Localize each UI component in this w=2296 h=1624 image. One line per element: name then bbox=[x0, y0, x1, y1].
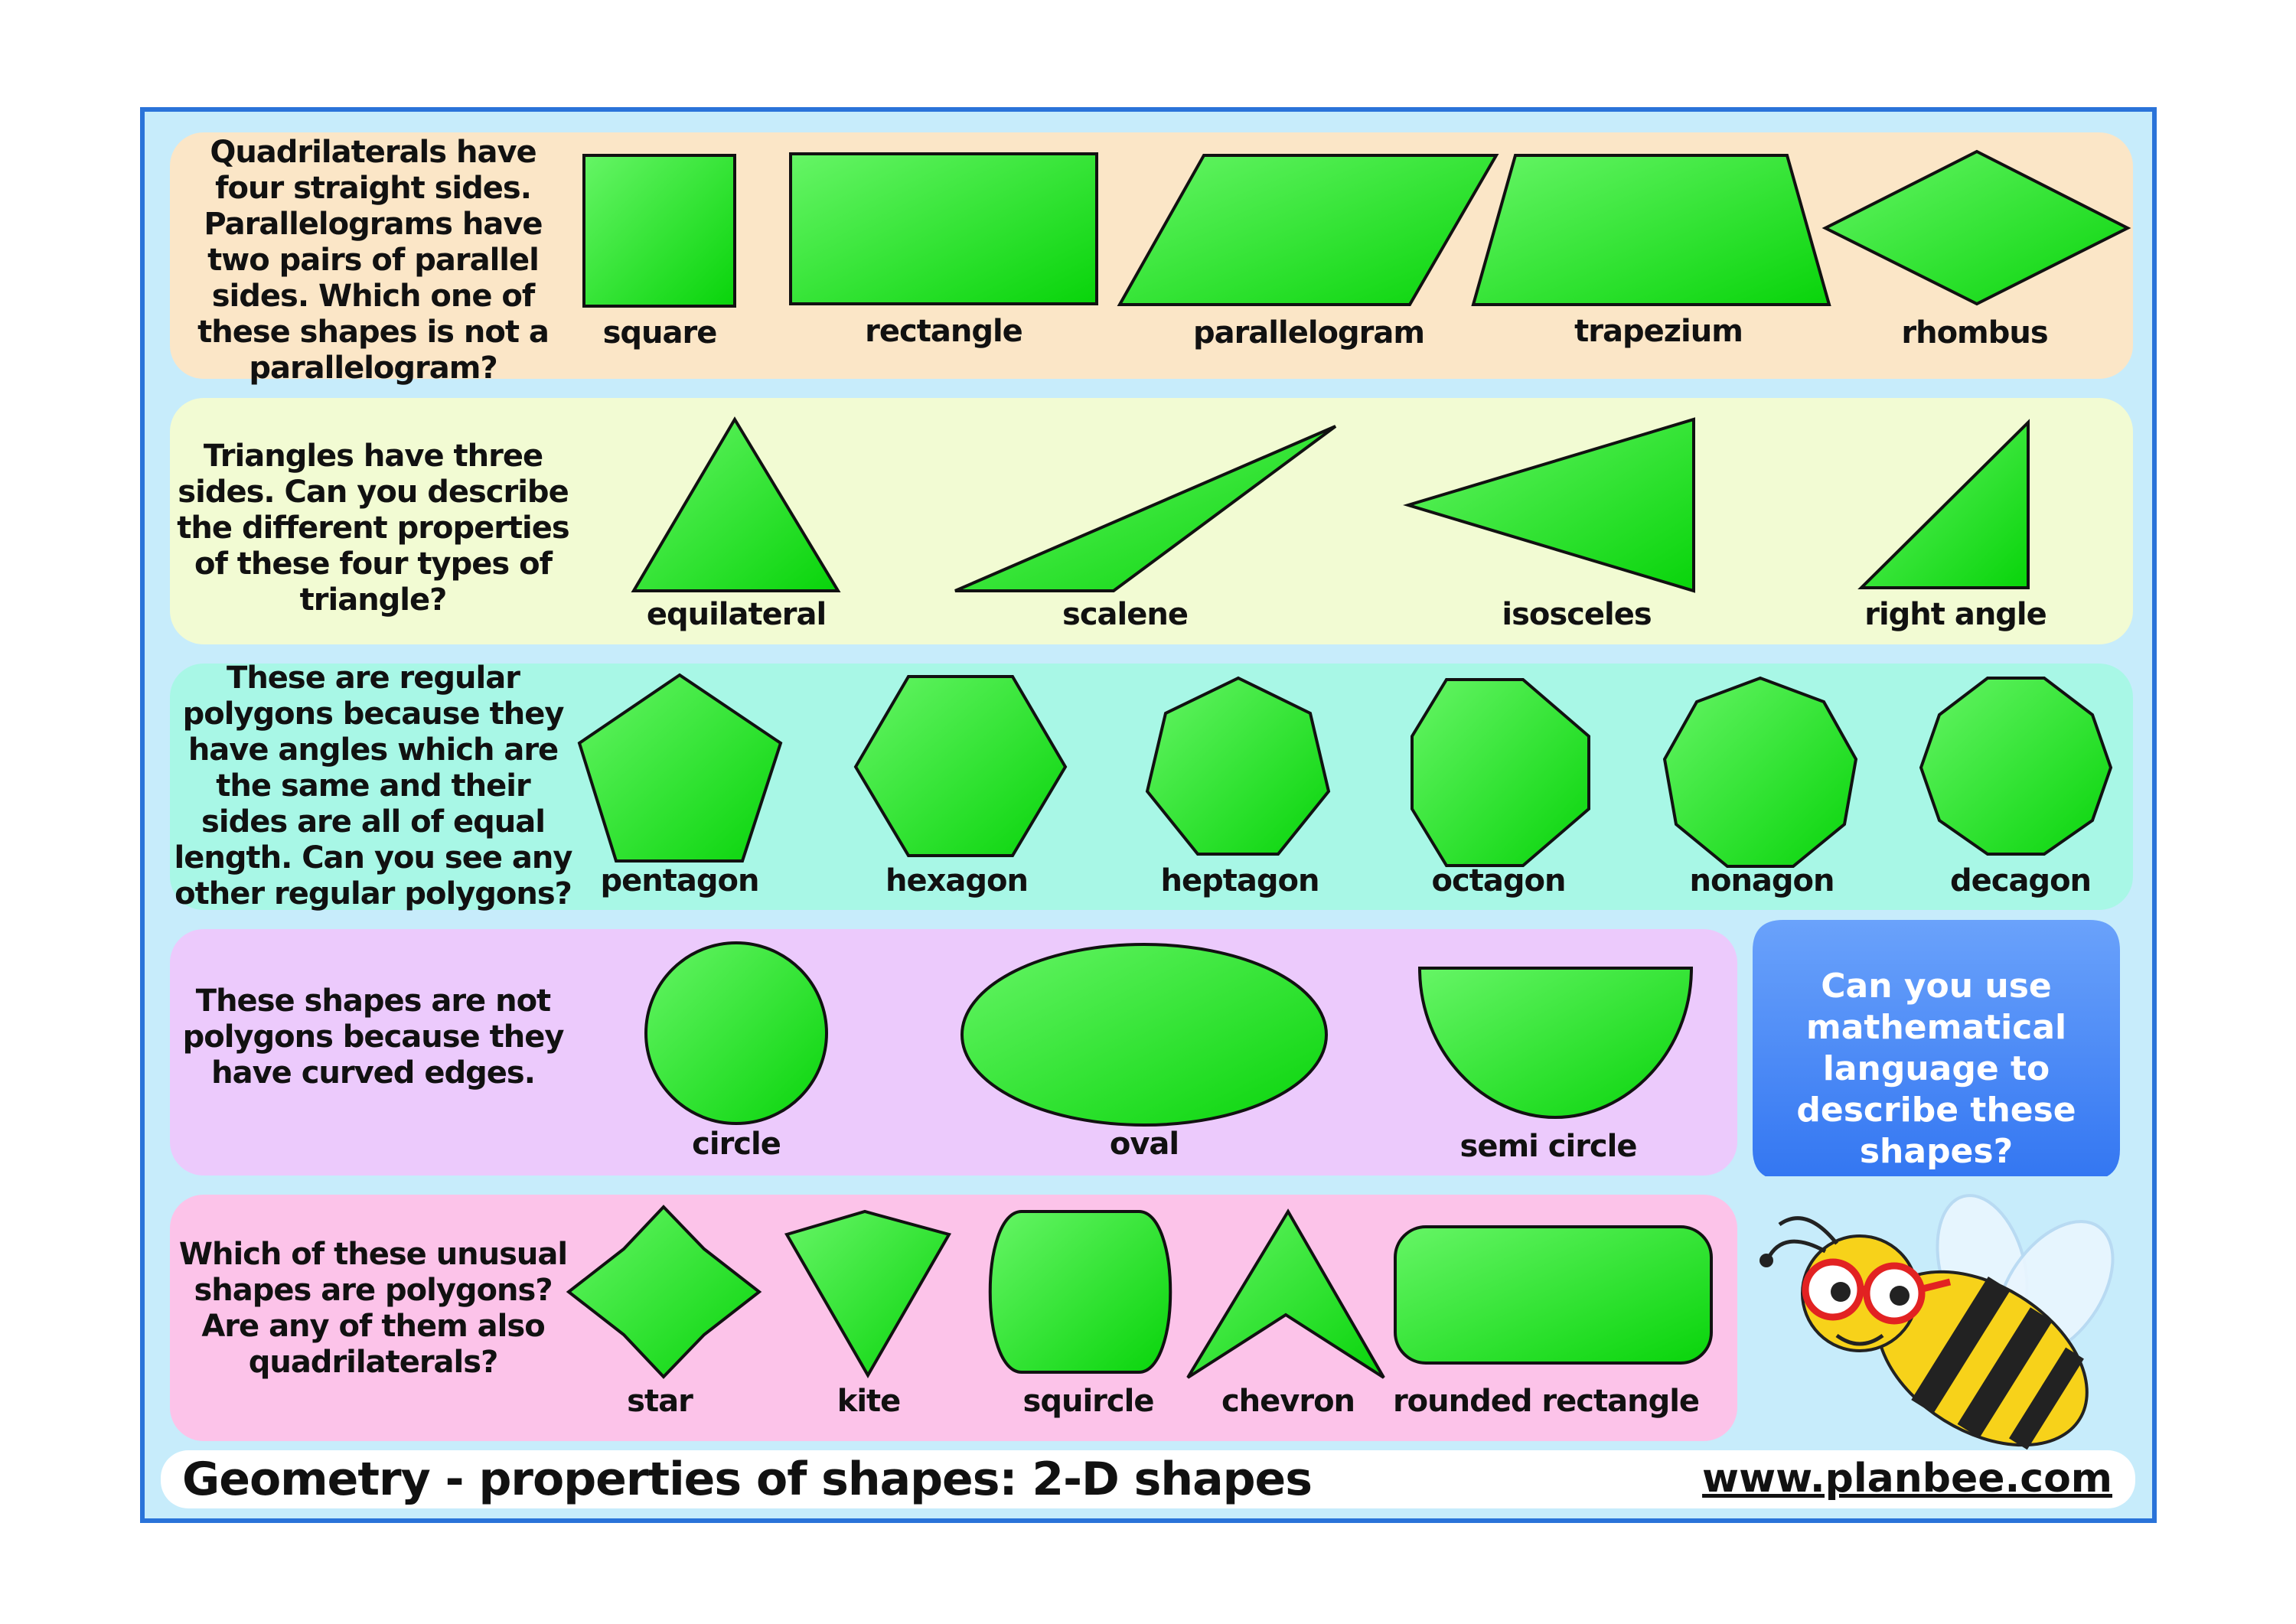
label-oval: oval bbox=[1109, 1127, 1179, 1162]
bee-mascot-icon bbox=[1753, 1182, 2135, 1450]
label-kite: kite bbox=[837, 1384, 901, 1419]
decagon-shape bbox=[1921, 678, 2111, 854]
heptagon-shape bbox=[1147, 678, 1329, 854]
label-rounded-rectangle: rounded rectangle bbox=[1392, 1384, 1700, 1419]
label-hexagon: hexagon bbox=[885, 863, 1028, 898]
label-equilateral: equilateral bbox=[646, 597, 827, 632]
label-square: square bbox=[602, 315, 717, 351]
label-semi-circle: semi circle bbox=[1459, 1129, 1637, 1164]
label-pentagon: pentagon bbox=[600, 863, 759, 898]
footer-title: Geometry - properties of shapes: 2-D shapes bbox=[182, 1453, 1312, 1506]
label-right-angle: right angle bbox=[1864, 597, 2047, 632]
octagon-shape bbox=[1412, 680, 1589, 866]
label-rectangle: rectangle bbox=[865, 314, 1022, 349]
label-squircle: squircle bbox=[1022, 1384, 1154, 1419]
label-isosceles: isosceles bbox=[1502, 597, 1652, 632]
label-chevron: chevron bbox=[1221, 1384, 1355, 1419]
kite-shape bbox=[787, 1211, 949, 1375]
unusual-shapes-description: Which of these unusual shapes are polygons? Are any of them also quadrilaterals? bbox=[178, 1237, 568, 1380]
label-octagon: octagon bbox=[1431, 863, 1566, 898]
label-scalene: scalene bbox=[1062, 597, 1188, 632]
scalene-triangle-shape bbox=[955, 426, 1336, 591]
label-star: star bbox=[627, 1384, 693, 1419]
label-parallelogram: parallelogram bbox=[1192, 315, 1425, 351]
chevron-shape bbox=[1188, 1211, 1384, 1378]
semi-circle-shape bbox=[1420, 968, 1691, 1117]
curved-shapes-description: These shapes are not polygons because they have curved edges. bbox=[182, 983, 564, 1091]
star-shape bbox=[569, 1207, 759, 1377]
square-shape bbox=[584, 155, 735, 306]
label-decagon: decagon bbox=[1949, 863, 2092, 898]
triangles-description: Triangles have three sides. Can you describe the different properties of these four types of triangle? bbox=[177, 438, 569, 618]
quadrilaterals-description: Quadrilaterals have four straight sides. Parallelograms have two pairs of parallel sides. Which one of these shapes is not a parallelogram? bbox=[197, 134, 549, 386]
footer-url-link[interactable]: www.planbee.com bbox=[1702, 1456, 2112, 1502]
nonagon-shape bbox=[1665, 678, 1856, 866]
label-rhombus: rhombus bbox=[1901, 315, 2048, 351]
label-heptagon: heptagon bbox=[1160, 863, 1319, 898]
right-angle-triangle-shape bbox=[1861, 422, 2028, 588]
speech-bubble-text: Can you use mathematical language to describe these shapes? bbox=[1796, 967, 2076, 1171]
label-circle: circle bbox=[692, 1127, 781, 1162]
trapezium-shape bbox=[1473, 155, 1829, 305]
isosceles-triangle-shape bbox=[1408, 419, 1694, 591]
pentagon-shape bbox=[579, 675, 781, 861]
circle-shape bbox=[646, 943, 827, 1123]
regular-polygons-description: These are regular polygons because they have angles which are the same and their sides are all of equal length. Can you see any other regular polygons? bbox=[174, 660, 572, 911]
parallelogram-shape bbox=[1120, 155, 1496, 305]
equilateral-triangle-shape bbox=[634, 419, 838, 591]
rectangle-shape bbox=[791, 154, 1097, 304]
label-trapezium: trapezium bbox=[1574, 314, 1743, 349]
label-nonagon: nonagon bbox=[1689, 863, 1835, 898]
rhombus-shape bbox=[1825, 152, 2128, 304]
rounded-rectangle-shape bbox=[1395, 1227, 1711, 1363]
hexagon-shape bbox=[856, 677, 1065, 856]
oval-shape bbox=[962, 944, 1326, 1125]
squircle-shape bbox=[990, 1211, 1171, 1372]
